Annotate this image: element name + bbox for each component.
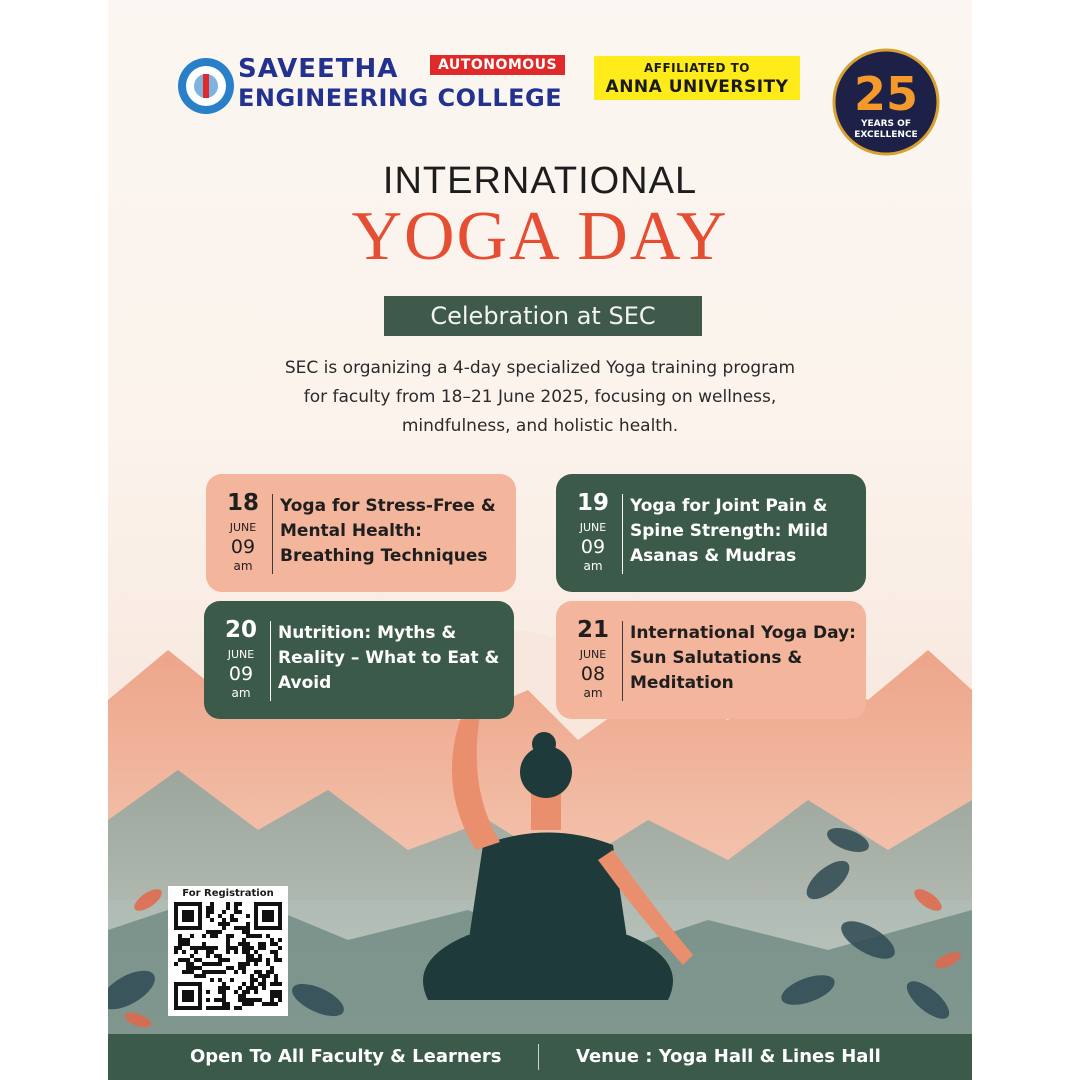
session-month: JUNE <box>227 648 255 661</box>
affiliation-university: ANNA UNIVERSITY <box>605 77 789 97</box>
divider <box>272 494 273 574</box>
poster <box>108 0 972 1080</box>
divider <box>270 621 271 701</box>
footer-divider <box>538 1044 539 1070</box>
session-time: 09 <box>230 536 256 558</box>
session-date <box>568 619 618 700</box>
session-day: 20 <box>224 617 257 643</box>
event-title-main: YOGA DAY <box>351 198 729 275</box>
footer-bar <box>108 1034 972 1080</box>
session-card <box>206 474 516 592</box>
autonomous-badge: AUTONOMOUS <box>430 55 565 75</box>
divider <box>622 494 623 574</box>
session-time: 08 <box>580 663 606 685</box>
session-ampm: am <box>233 559 253 573</box>
session-card <box>204 601 514 719</box>
session-title: Nutrition: Myths & Reality – What to Eat & Avoid <box>278 623 500 693</box>
registration-label: For Registration <box>182 888 274 899</box>
audience-text: Open To All Faculty & Learners <box>190 1046 502 1067</box>
session-day: 18 <box>226 490 259 516</box>
session-month: JUNE <box>229 521 257 534</box>
college-emblem-icon <box>176 56 236 116</box>
session-date <box>218 492 268 573</box>
event-description: SEC is organizing a 4-day specialized Yoga training program for faculty from 18–21 June 2025, focusing on wellness, mindfulness, and holistic health. <box>284 358 796 436</box>
college-name-line2: ENGINEERING COLLEGE <box>238 84 563 112</box>
session-time: 09 <box>228 663 254 685</box>
session-ampm: am <box>583 559 603 573</box>
registration-qr[interactable] <box>168 886 288 1016</box>
event-subtitle: Celebration at SEC <box>384 296 702 336</box>
session-title: Yoga for Joint Pain & Spine Strength: Mild Asanas & Mudras <box>630 496 829 566</box>
event-title-line1: INTERNATIONAL <box>382 160 698 202</box>
session-time: 09 <box>580 536 606 558</box>
venue-text: Venue : Yoga Hall & Lines Hall <box>576 1046 881 1067</box>
affiliation-label: AFFILIATED TO <box>643 61 751 75</box>
session-card <box>556 601 866 719</box>
session-card <box>556 474 866 592</box>
badge-number: 25 <box>853 67 919 121</box>
session-ampm: am <box>583 686 603 700</box>
session-ampm: am <box>231 686 251 700</box>
session-title: International Yoga Day: Sun Salutations & Meditation <box>630 623 856 693</box>
college-name-line1: SAVEETHA <box>238 54 399 84</box>
badge-line1: YEARS OF <box>861 119 911 129</box>
session-date <box>568 492 618 573</box>
badge-line2: EXCELLENCE <box>854 130 918 140</box>
session-month: JUNE <box>579 648 607 661</box>
qr-code-icon <box>174 902 282 1010</box>
anniversary-badge <box>832 48 940 156</box>
session-date <box>216 619 266 700</box>
affiliation-badge <box>594 56 800 100</box>
session-month: JUNE <box>579 521 607 534</box>
divider <box>622 621 623 701</box>
session-day: 21 <box>576 617 609 643</box>
session-title: Yoga for Stress-Free & Mental Health: Breathing Techniques <box>280 496 496 566</box>
session-day: 19 <box>576 490 609 516</box>
